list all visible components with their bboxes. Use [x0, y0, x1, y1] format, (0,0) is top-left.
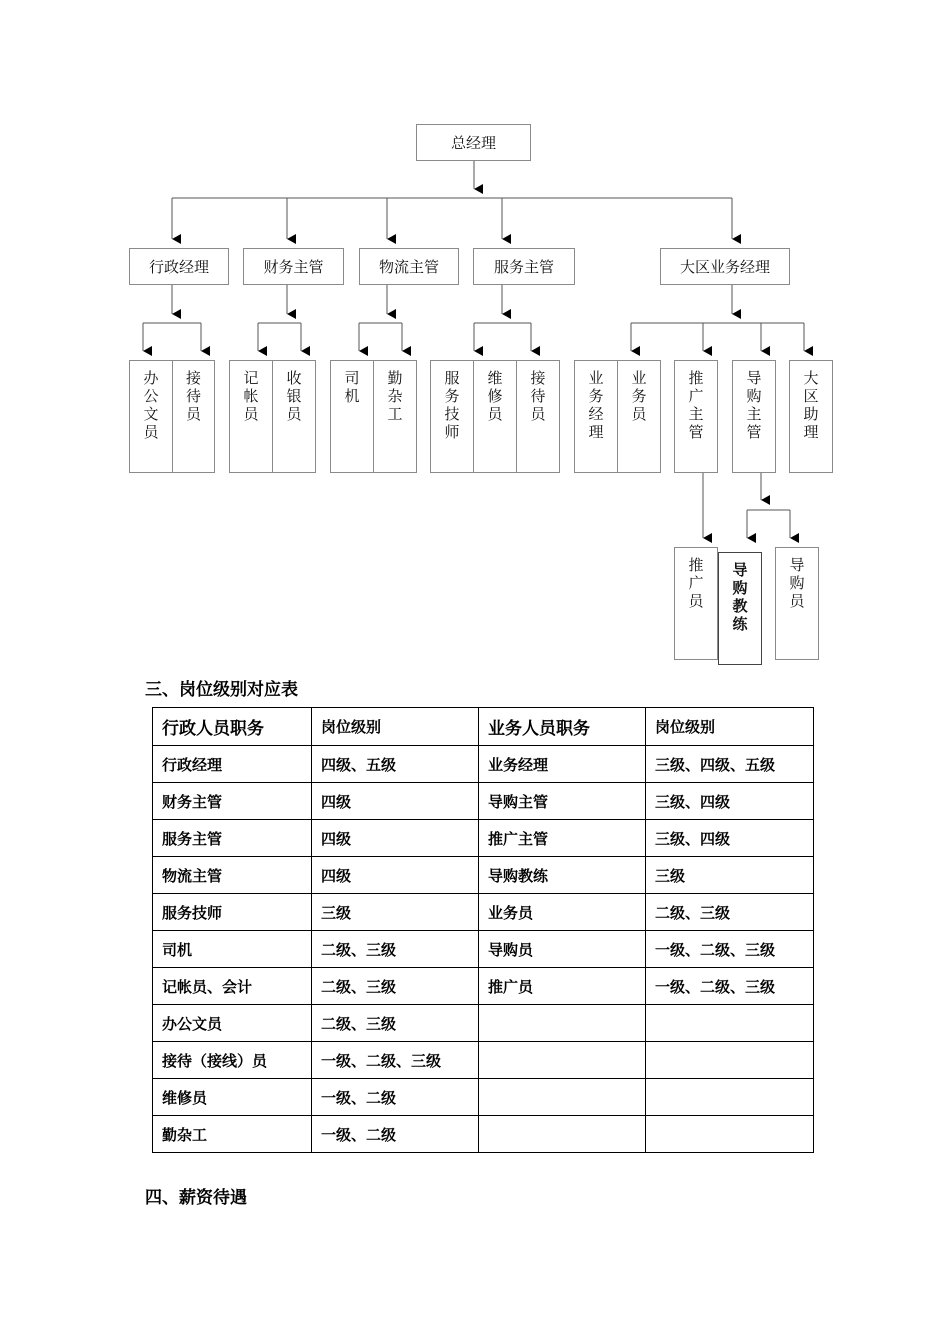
table-cell: 财务主管 — [153, 783, 312, 820]
table-row — [153, 783, 814, 820]
table-cell: 二级、三级 — [646, 894, 814, 931]
org-node-label: 大区业务经理 — [679, 257, 770, 276]
table-cell — [646, 1005, 814, 1042]
org-node-service-supervisor — [473, 248, 575, 285]
table-cell: 记帐员、会计 — [153, 968, 312, 1005]
table-cell: 一级、二级、三级 — [312, 1042, 479, 1079]
table-cell: 三级、四级 — [646, 783, 814, 820]
org-node-service-technician — [430, 360, 474, 473]
table-cell — [479, 1116, 646, 1153]
org-node-repairman — [473, 360, 517, 473]
table-cell: 三级、四级 — [646, 820, 814, 857]
org-node-label: 司机 — [344, 369, 360, 405]
table-cell: 一级、二级 — [312, 1116, 479, 1153]
org-node-label: 勤杂工 — [387, 369, 403, 423]
header-admin-position: 行政人员职务 — [153, 708, 312, 746]
table-cell — [646, 1042, 814, 1079]
org-node-promotion-supervisor — [674, 360, 718, 473]
header-admin-level: 岗位级别 — [312, 708, 479, 746]
table-cell: 四级 — [312, 820, 479, 857]
org-node-label: 推广员 — [688, 556, 704, 610]
org-node-label: 接待员 — [530, 369, 546, 423]
header-sales-position: 业务人员职务 — [479, 708, 646, 746]
org-node-label: 物流主管 — [378, 257, 439, 276]
table-cell — [479, 1005, 646, 1042]
table-cell — [646, 1079, 814, 1116]
table-cell: 一级、二级 — [312, 1079, 479, 1116]
table-cell: 推广主管 — [479, 820, 646, 857]
table-cell: 四级、五级 — [312, 746, 479, 783]
table-cell: 物流主管 — [153, 857, 312, 894]
table-row — [153, 1005, 814, 1042]
table-cell: 三级 — [646, 857, 814, 894]
org-node-label: 接待员 — [186, 369, 202, 423]
table-cell — [479, 1079, 646, 1116]
org-node-shopping-guide — [775, 547, 819, 660]
org-node-label: 推广主管 — [688, 369, 704, 441]
section-heading-grade-table: 三、岗位级别对应表 — [145, 680, 298, 700]
table-cell: 四级 — [312, 857, 479, 894]
table-cell: 勤杂工 — [153, 1116, 312, 1153]
table-cell — [646, 1116, 814, 1153]
org-node-salesman — [617, 360, 661, 473]
table-row — [153, 857, 814, 894]
org-node-receptionist — [172, 360, 215, 473]
table-cell: 业务员 — [479, 894, 646, 931]
table-row — [153, 931, 814, 968]
table-cell: 推广员 — [479, 968, 646, 1005]
org-node-finance-supervisor — [243, 248, 344, 285]
org-node-label: 导购教练 — [732, 561, 748, 633]
org-node-label: 办公文员 — [143, 369, 159, 441]
org-node-regional-sales-manager — [660, 248, 790, 285]
table-cell: 导购主管 — [479, 783, 646, 820]
table-cell: 服务技师 — [153, 894, 312, 931]
table-cell: 二级、三级 — [312, 1005, 479, 1042]
org-node-label: 维修员 — [487, 369, 503, 423]
org-node-label: 业务员 — [631, 369, 647, 423]
header-sales-level: 岗位级别 — [646, 708, 814, 746]
org-node-label: 收银员 — [286, 369, 302, 423]
org-node-guide-coach — [718, 552, 762, 665]
table-row — [153, 894, 814, 931]
org-node-label: 业务经理 — [588, 369, 604, 441]
org-node-label: 行政经理 — [148, 257, 209, 276]
table-cell: 一级、二级、三级 — [646, 968, 814, 1005]
table-cell: 二级、三级 — [312, 931, 479, 968]
table-cell: 行政经理 — [153, 746, 312, 783]
org-node-label: 记帐员 — [243, 369, 259, 423]
table-cell: 办公文员 — [153, 1005, 312, 1042]
table-row — [153, 1116, 814, 1153]
table-cell: 服务主管 — [153, 820, 312, 857]
org-node-sales-manager — [574, 360, 618, 473]
org-node-label: 服务主管 — [493, 257, 554, 276]
org-node-cashier — [272, 360, 316, 473]
table-cell: 司机 — [153, 931, 312, 968]
table-cell: 接待（接线）员 — [153, 1042, 312, 1079]
org-node-label: 导购员 — [789, 556, 805, 610]
org-node-label: 总经理 — [450, 133, 496, 152]
table-cell: 一级、二级、三级 — [646, 931, 814, 968]
table-row — [153, 1042, 814, 1079]
org-node-general-manager — [416, 124, 531, 161]
table-cell: 导购员 — [479, 931, 646, 968]
org-node-guide-supervisor — [732, 360, 776, 473]
org-node-logistics-supervisor — [359, 248, 459, 285]
org-node-promoter — [674, 547, 718, 660]
table-row — [153, 746, 814, 783]
table-row — [153, 820, 814, 857]
table-cell: 业务经理 — [479, 746, 646, 783]
org-node-label: 导购主管 — [746, 369, 762, 441]
section-heading-salary: 四、薪资待遇 — [145, 1188, 247, 1208]
grade-table — [152, 707, 814, 1153]
org-node-handyman — [373, 360, 417, 473]
table-cell: 维修员 — [153, 1079, 312, 1116]
org-node-regional-assistant — [789, 360, 833, 473]
table-row — [153, 968, 814, 1005]
table-cell: 三级 — [312, 894, 479, 931]
table-cell — [479, 1042, 646, 1079]
org-node-office-clerk — [129, 360, 173, 473]
org-node-label: 服务技师 — [444, 369, 460, 441]
table-row — [153, 1079, 814, 1116]
org-node-admin-manager — [129, 248, 229, 285]
table-header-row — [153, 708, 814, 746]
table-cell: 四级 — [312, 783, 479, 820]
table-cell: 导购教练 — [479, 857, 646, 894]
org-node-label: 大区助理 — [803, 369, 819, 441]
table-cell: 三级、四级、五级 — [646, 746, 814, 783]
table-cell: 二级、三级 — [312, 968, 479, 1005]
org-node-receptionist-service — [516, 360, 560, 473]
org-node-driver — [330, 360, 374, 473]
org-node-bookkeeper — [229, 360, 273, 473]
org-node-label: 财务主管 — [263, 257, 324, 276]
